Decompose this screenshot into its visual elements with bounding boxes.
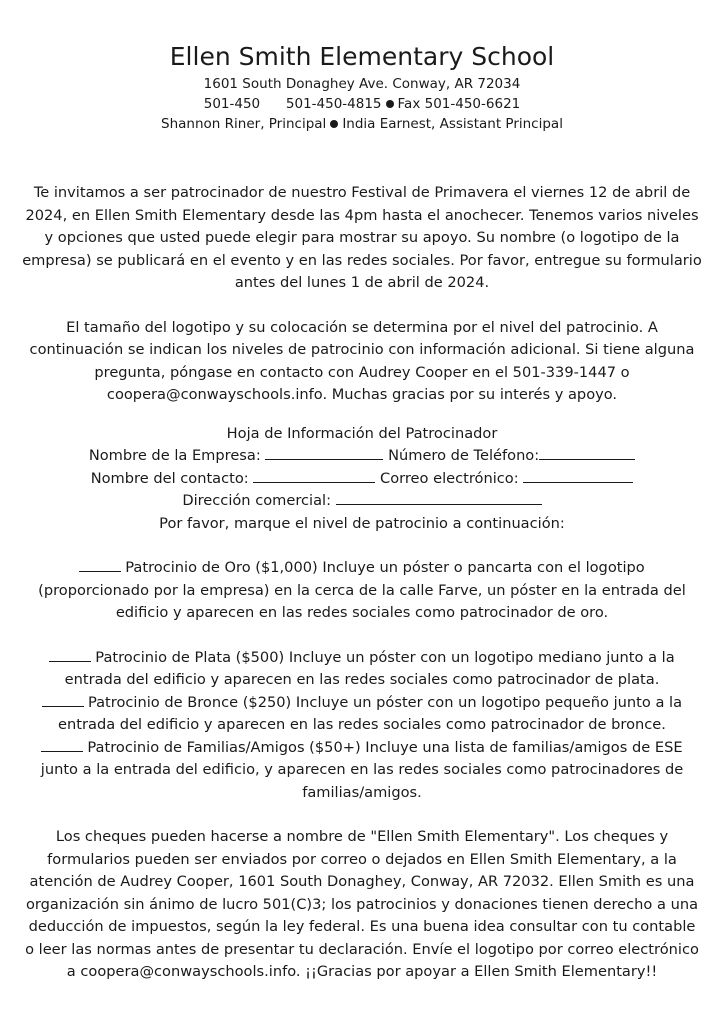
- level-family-friends-text: Patrocinio de Familias/Amigos ($50+) Incluye una lista de familias/amigos de ESE junto a la entrada del edificio, y aparecen en las redes sociales como patrocinadores de familias/amigos.: [40, 738, 684, 801]
- level-gold-text: Patrocinio de Oro ($1,000) Incluye un póster o pancarta con el logotipo (proporcionado por la empresa) en la cerca de la calle Farve, un póster en la entrada del edificio y aparecen en las redes sociales como patrocinador de oro.: [38, 559, 686, 621]
- sponsor-form: [22, 423, 702, 536]
- level-bronze-checkbox[interactable]: [42, 692, 84, 707]
- sponsorship-levels: [22, 557, 702, 804]
- assistant-principal-name: India Earnest, Assistant Principal: [342, 116, 563, 132]
- level-gold-checkbox[interactable]: [79, 557, 121, 572]
- address-field[interactable]: [336, 490, 542, 505]
- phone-label: Número de Teléfono:: [388, 447, 540, 464]
- contact-name-field[interactable]: [253, 468, 375, 483]
- bullet-icon: [330, 120, 338, 128]
- level-bronze: [22, 692, 702, 737]
- school-name: Ellen Smith Elementary School: [169, 42, 555, 71]
- phone-number: 501-450-4815: [285, 96, 382, 112]
- intro-paragraph: Te invitamos a ser patrocinador de nuestro Festival de Primavera el viernes 12 de abril de 2024, en Ellen Smith Elementary desde las 4pm hasta el anochecer. Tenemos varios niveles y opciones que usted puede elegir para mostrar su apoyo. Su nombre (o logotipo de la empresa) se publicará en el evento y en las redes sociales. Por favor, entregue su formulario antes del lunes 1 de abril de 2024.: [22, 184, 702, 291]
- form-instruction: Por favor, marque el nivel de patrocinio a continuación:: [159, 514, 565, 532]
- closing-paragraph: Los cheques pueden hacerse a nombre de "Ellen Smith Elementary". Los cheques y formularios pueden ser enviados por correo o dejados en Ellen Smith Elementary, a la atención de Audrey Cooper, 1601 South Donaghey, Conway, AR 72032. Ellen Smith es una organización sin ánimo de lucro 501(C)3; los patrocinios y donaciones tienen derecho a una deducción de impuestos, según la ley federal. Es una buena idea consultar con tu contable o leer las normas antes de presentar tu declaración. Envíe el logotipo por correo electrónico a coopera@conwayschools.info. ¡¡Gracias por apoyar a Ellen Smith Elementary!!: [25, 828, 699, 980]
- company-name-field[interactable]: [265, 445, 383, 460]
- form-title: Hoja de Información del Patrocinador: [226, 424, 498, 442]
- contact-name-label: Nombre del contacto:: [90, 469, 249, 487]
- logo-info-paragraph: El tamaño del logotipo y su colocación se determina por el nivel del patrocinio. A continuación se indican los niveles de patrocinio con información adicional. Si tiene alguna pregunta, póngase en contacto con Audrey Cooper en el 501-339-1447 o coopera@conwayschools.info. Muchas gracias por su interés y apoyo.: [29, 318, 695, 403]
- phone-short: 501-450: [203, 96, 261, 112]
- email-field[interactable]: [523, 468, 633, 483]
- form-row-company: [22, 445, 702, 468]
- bullet-icon: [386, 100, 394, 108]
- contact-line: [22, 94, 702, 114]
- level-silver-text: Patrocinio de Plata ($500) Incluye un póster con un logotipo mediano junto a la entrada del edificio y aparecen en las redes sociales como patrocinador de plata.: [64, 648, 675, 688]
- form-row-contact: [22, 468, 702, 491]
- level-bronze-text: Patrocinio de Bronce ($250) Incluye un póster con un logotipo pequeño junto a la entrada del edificio y aparecen en las redes sociales como patrocinador de bronce.: [58, 693, 683, 733]
- email-label: Correo electrónico:: [380, 469, 519, 487]
- level-silver: [22, 647, 702, 692]
- staff-line: [22, 114, 702, 134]
- form-row-address: [22, 490, 702, 513]
- school-address: 1601 South Donaghey Ave. Conway, AR 72034: [203, 76, 521, 92]
- level-family-friends-checkbox[interactable]: [41, 737, 83, 752]
- level-family-friends: [22, 737, 702, 805]
- letterhead: [22, 0, 702, 134]
- level-gold: [22, 557, 702, 625]
- company-name-label: Nombre de la Empresa:: [88, 447, 261, 464]
- address-label: Dirección comercial:: [182, 492, 332, 509]
- fax-number: Fax 501-450-6621: [397, 96, 521, 112]
- level-silver-checkbox[interactable]: [49, 647, 91, 662]
- principal-name: Shannon Riner, Principal: [161, 116, 327, 132]
- phone-field[interactable]: [539, 445, 635, 460]
